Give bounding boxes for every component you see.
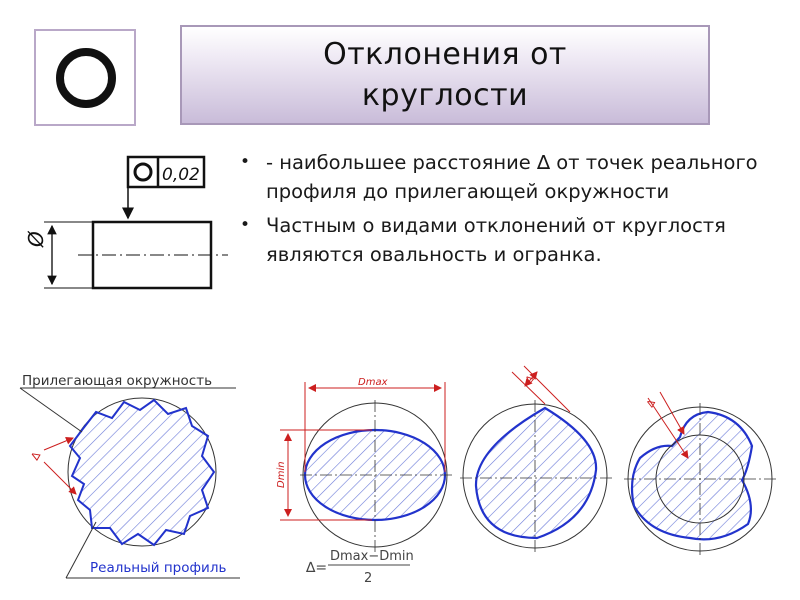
adjacent-circle-label: Прилегающая окружность: [22, 373, 213, 389]
figure-ovality: [276, 377, 452, 586]
formula-lhs: ∆=: [306, 560, 328, 576]
faceted-profile: [476, 408, 596, 538]
bullet-text: Частным о видами отклонений от круглостя являются овальность и огранка.: [266, 214, 726, 266]
formula-numerator: Dmax−Dmin: [330, 549, 414, 564]
page-title: Отклонения от круглости: [323, 37, 567, 113]
delta-label-4: ∆: [645, 398, 658, 410]
lobed-profile: [632, 412, 752, 539]
delta-label-3: ∆: [523, 373, 537, 386]
figure-irregular-profile: [20, 373, 240, 578]
dmin-label: Dmin: [276, 461, 287, 488]
tolerance-value: 0,02: [162, 165, 200, 185]
delta-label-1: ∆: [28, 449, 44, 463]
bullet-text: - наибольшее расстояние ∆ от точек реального профиля до прилегающей окружности: [266, 151, 758, 203]
figure-faceting: [460, 366, 612, 552]
formula-denominator: 2: [364, 571, 373, 586]
cylinder-drawing: [24, 157, 228, 288]
bullet-dot-icon: •: [240, 152, 251, 172]
bullet-dot-icon: •: [240, 215, 251, 235]
dmax-label: Dmax: [358, 377, 388, 388]
diameter-symbol: Ø: [24, 231, 48, 247]
real-profile-shape: [70, 400, 214, 545]
figure-lobed-profile: [624, 392, 776, 555]
real-profile-label: Реальный профиль: [90, 560, 227, 576]
